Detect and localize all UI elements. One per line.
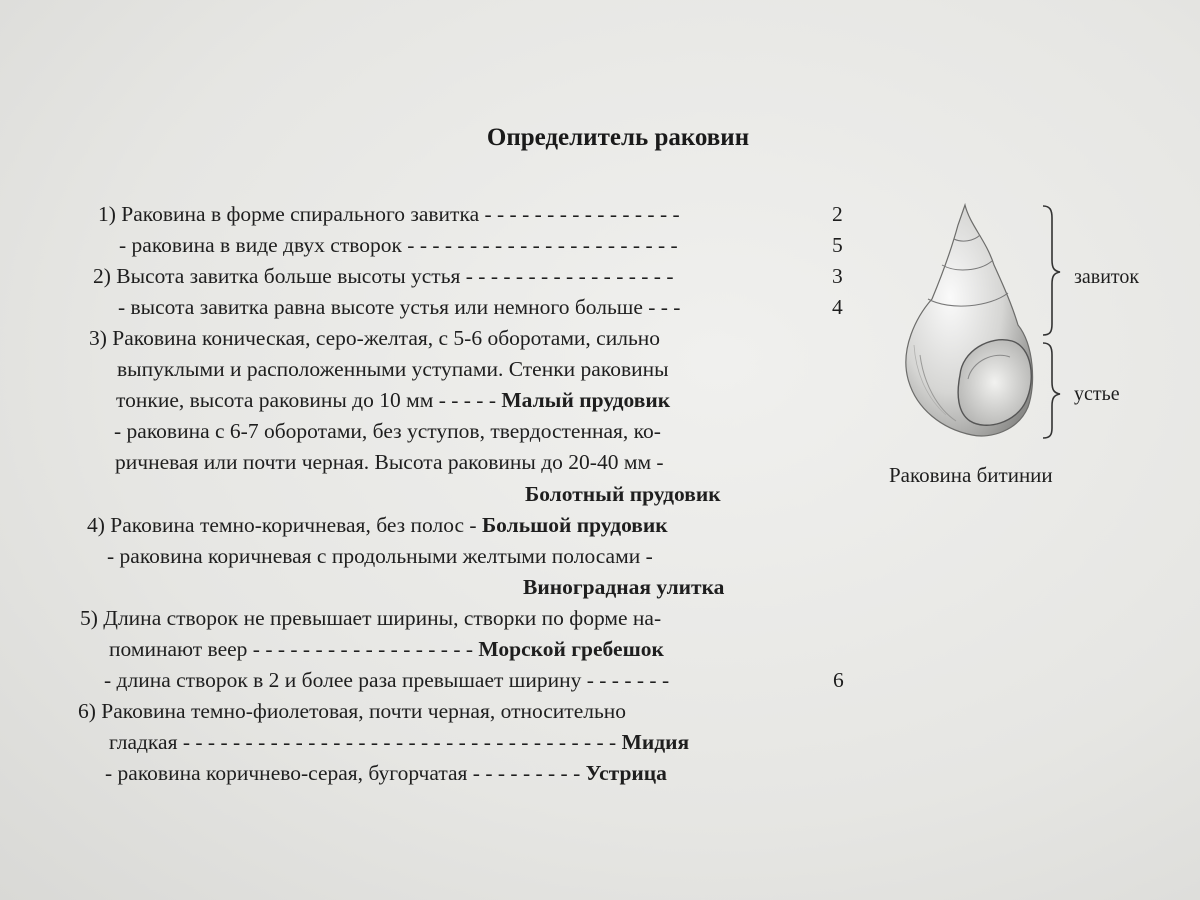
key-line-12 xyxy=(107,546,653,568)
key-line-text: 1) Раковина в форме спирального завитка - - - - - - - - - - - - - - - - xyxy=(98,202,680,226)
key-line-15 xyxy=(109,639,664,661)
key-line-text: - раковина с 6-7 оборотами, без уступов, твердостенная, ко- xyxy=(114,419,661,443)
key-line-text: выпуклыми и расположенными уступами. Стенки раковины xyxy=(117,357,669,381)
key-line-text: ричневая или почти черная. Высота раковины до 20-40 мм - xyxy=(115,450,664,474)
key-line-4 xyxy=(118,297,680,319)
key-line-6 xyxy=(117,359,669,381)
key-line-text: 6) Раковина темно-фиолетовая, почти черная, относительно xyxy=(78,699,627,723)
key-line-10 xyxy=(525,484,721,506)
whorl-brace-icon xyxy=(1043,206,1060,335)
key-line-1-ref: 2 xyxy=(832,202,843,226)
species-name: Устрица xyxy=(585,761,667,785)
key-line-14 xyxy=(80,608,661,630)
aperture-label: устье xyxy=(1074,383,1120,405)
species-name: Мидия xyxy=(621,730,690,754)
key-line-text: - высота завитка равна высоте устья или немного больше - - - xyxy=(118,295,681,319)
key-line-text: тонкие, высота раковины до 10 мм - - - - - xyxy=(116,388,502,412)
species-name: Большой прудовик xyxy=(481,513,668,537)
key-line-2 xyxy=(119,235,678,257)
key-line-17 xyxy=(78,701,626,723)
species-name: Морской гребешок xyxy=(478,637,664,661)
species-name: Болотный прудовик xyxy=(525,482,721,506)
key-line-18 xyxy=(109,732,689,754)
key-line-text: гладкая - - - - - - - - - - - - - - - - - - - - - - - - - - - - - - - - - - - xyxy=(109,730,622,754)
key-line-text: - раковина коричневая с продольными желтыми полосами - xyxy=(107,544,653,568)
key-line-19 xyxy=(105,763,667,785)
key-line-13 xyxy=(523,577,724,599)
species-name: Малый прудовик xyxy=(501,388,671,412)
key-line-5 xyxy=(89,328,660,350)
key-line-2-ref: 5 xyxy=(832,233,843,257)
key-line-7 xyxy=(116,390,670,412)
key-line-text: 4) Раковина темно-коричневая, без полос - xyxy=(87,513,482,537)
key-line-4-ref: 4 xyxy=(832,295,843,319)
brace-icons xyxy=(1040,200,1070,445)
key-line-16-ref: 6 xyxy=(833,668,844,692)
figure-caption: Раковина битинии xyxy=(889,463,1053,487)
key-line-text: 2) Высота завитка больше высоты устья - - - - - - - - - - - - - - - - - xyxy=(93,264,674,288)
key-line-text: 3) Раковина коническая, серо-желтая, с 5-6 оборотами, сильно xyxy=(89,326,661,350)
page-title: Определитель раковин xyxy=(486,124,750,151)
aperture-brace-icon xyxy=(1043,343,1060,438)
whorl-label: завиток xyxy=(1074,266,1140,288)
species-name: Виноградная улитка xyxy=(523,575,725,599)
key-line-9 xyxy=(115,452,664,474)
key-line-text: поминают веер - - - - - - - - - - - - - - - - - - xyxy=(109,637,479,661)
key-line-text: - раковина коричнево-серая, бугорчатая - - - - - - - - - xyxy=(105,761,586,785)
key-line-1 xyxy=(98,204,680,226)
key-line-16 xyxy=(104,670,669,692)
key-line-11 xyxy=(87,515,668,537)
key-line-3 xyxy=(93,266,674,288)
key-line-8 xyxy=(114,421,661,443)
key-line-text: 5) Длина створок не превышает ширины, створки по форме на- xyxy=(80,606,662,630)
key-line-3-ref: 3 xyxy=(832,264,843,288)
key-line-text: - раковина в виде двух створок - - - - - - - - - - - - - - - - - - - - - - xyxy=(119,233,678,257)
key-line-text: - длина створок в 2 и более раза превышает ширину - - - - - - - xyxy=(104,668,670,692)
